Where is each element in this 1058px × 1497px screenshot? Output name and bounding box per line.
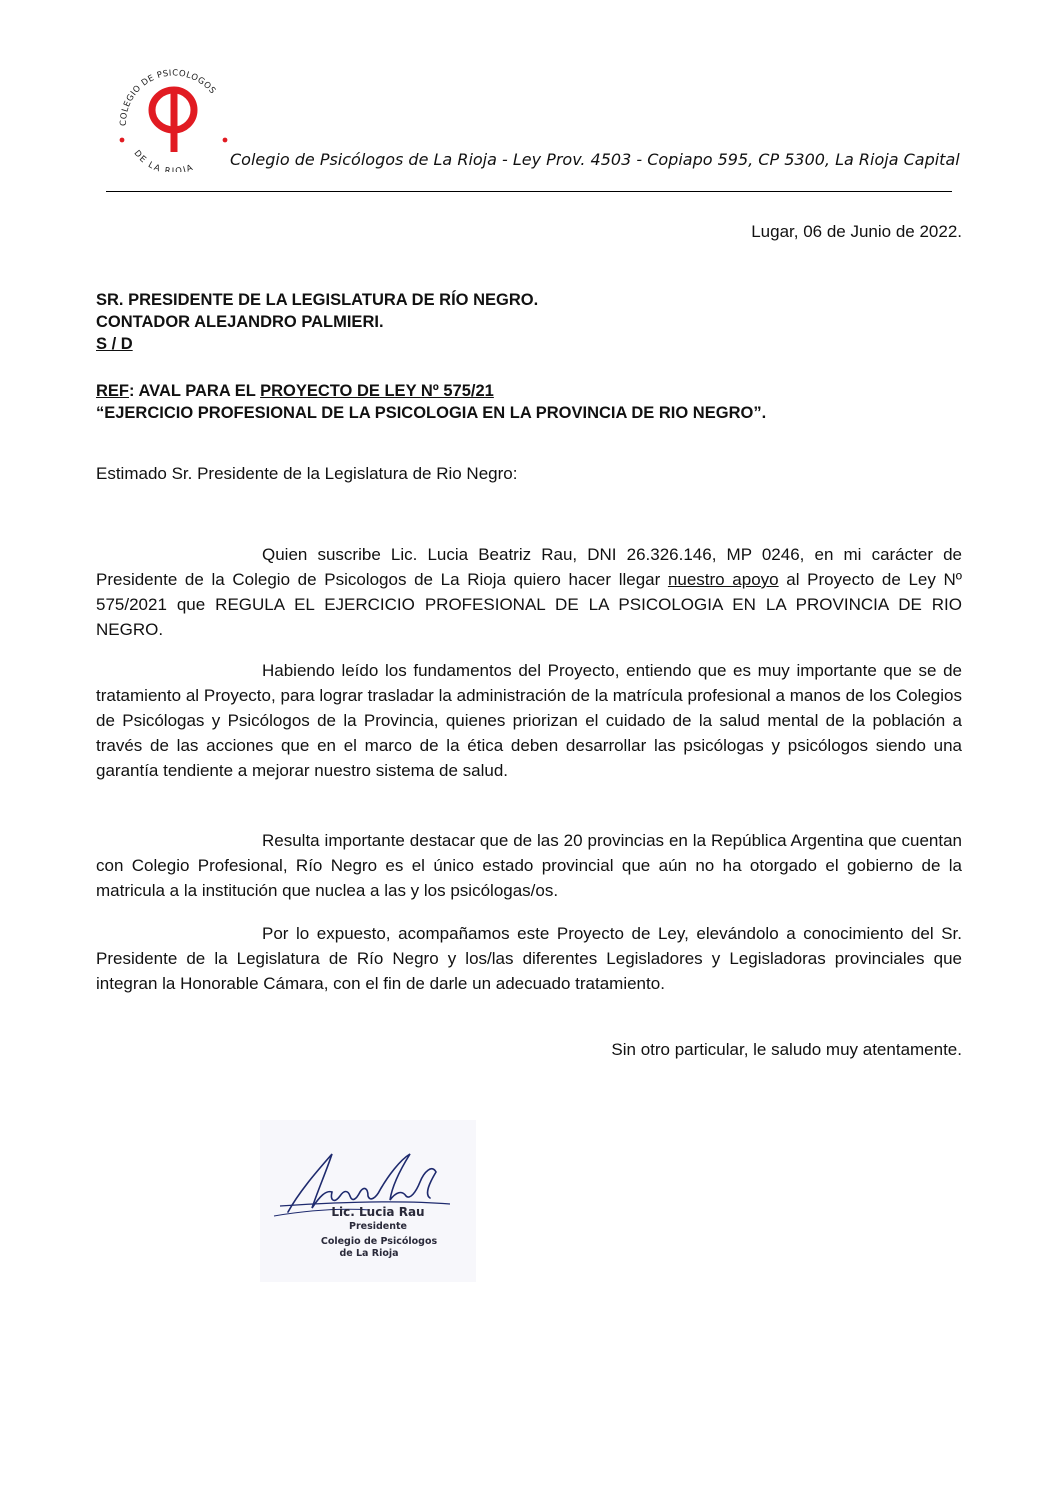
paragraph-3-text: Resulta importante destacar que de las 20 provincias en la República Argentina que cuentan con Colegio Profesional, Río Negro es el único estado provincial que aún no ha otorgado el gobierno de la matricula a la institución que nuclea a las y los psicólogas/os. — [96, 831, 962, 900]
signature-title: Presidente — [349, 1221, 407, 1232]
logo-ring-bottom-text: DE LA RIOJA — [131, 148, 196, 172]
signature-name: Lic. Lucia Rau — [331, 1205, 425, 1219]
paragraph-2-text: Habiendo leído los fundamentos del Proyecto, entiendo que es muy importante que se de tratamiento al Proyecto, para lograr trasladar la administración de la matrícula profesional a manos de los Colegios de Psicólogas y Psicólogos de la Provincia, quienes priorizan el cuidado de la salud mental de la población a través de las acciones que en el marco de la ética deben desarrollar las psicólogas y psicólogos siendo una garantía tendiente a mejorar nuestro sistema de salud. — [96, 661, 962, 780]
paragraph-1-after: al Proyecto de Ley Nº 575/2021 que REGULA EL EJERCICIO PROFESIONAL DE LA PSICOLOGIA EN LA PROVINCIA DE RIO NEGRO. — [96, 570, 963, 639]
ref-project: PROYECTO DE LEY Nº 575/21 — [260, 382, 494, 400]
reference-title: “EJERCICIO PROFESIONAL DE LA PSICOLOGIA EN LA PROVINCIA DE RIO NEGRO”. — [96, 404, 767, 422]
header-divider — [106, 191, 952, 192]
paragraph-4 — [96, 921, 962, 996]
paragraph-1 — [96, 542, 962, 642]
institution-logo — [112, 60, 234, 172]
logo-ring-top-text: COLEGIO DE PSICOLOGOS — [118, 68, 218, 127]
paragraph-2 — [96, 658, 962, 783]
cp-logo-icon — [112, 60, 234, 172]
letter-date: Lugar, 06 de Junio de 2022. — [751, 222, 962, 241]
addressee-block — [96, 289, 538, 355]
addressee-line-3: S / D — [96, 335, 133, 353]
addressee-line-2: CONTADOR ALEJANDRO PALMIERI. — [96, 313, 384, 331]
closing-line: Sin otro particular, le saludo muy atentamente. — [611, 1040, 962, 1059]
paragraph-1-before: Quien suscribe Lic. Lucia Beatriz Rau, DNI 26.326.146, MP 0246, en mi carácter de Presidente de la Colegio de Psicologos de La Rioja quiero hacer llegar — [96, 545, 962, 589]
addressee-line-1: SR. PRESIDENTE DE LA LEGISLATURA DE RÍO NEGRO. — [96, 291, 539, 309]
signature-institution-2: de La Rioja — [339, 1248, 399, 1259]
greeting: Estimado Sr. Presidente de la Legislatura de Rio Negro: — [96, 464, 518, 483]
reference-line-1 — [96, 380, 766, 402]
paragraph-3 — [96, 828, 962, 903]
reference-block — [96, 380, 766, 424]
paragraph-4-text: Por lo expuesto, acompañamos este Proyecto de Ley, elevándolo a conocimiento del Sr. Presidente de la Legislatura de Río Negro y los/las diferentes Legisladores y Legisladoras provinciales que integran la Honorable Cámara, con el fin de darle un adecuado tratamiento. — [96, 924, 962, 993]
ref-text: : AVAL PARA EL — [129, 382, 261, 400]
signature-block — [260, 1120, 476, 1282]
signature-institution-1: Colegio de Psicólogos — [320, 1236, 438, 1247]
institution-header-line: Colegio de Psicólogos de La Rioja - Ley Prov. 4503 - Copiapo 595, CP 5300, La Rioja Capital — [230, 150, 960, 169]
ref-label: REF — [96, 382, 129, 400]
paragraph-1-underlined: nuestro apoyo — [667, 570, 779, 589]
